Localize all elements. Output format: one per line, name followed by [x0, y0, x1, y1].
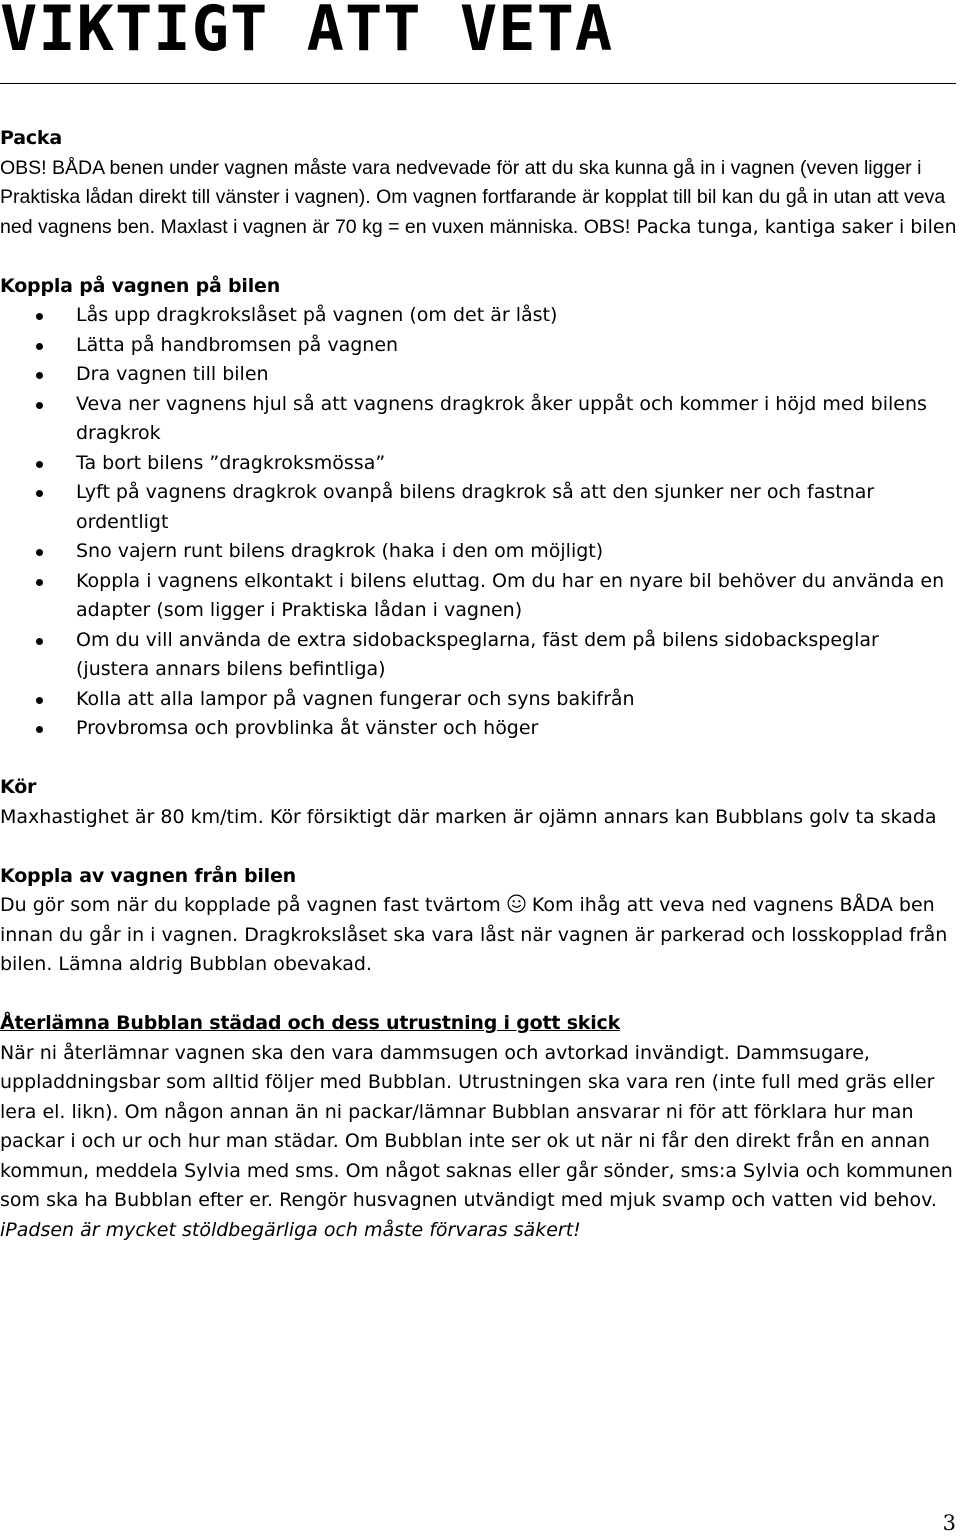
bullet-icon	[36, 579, 43, 586]
bullet-icon	[36, 343, 43, 350]
section-heading: Kör	[0, 776, 37, 798]
spacer	[0, 832, 958, 862]
spacer	[0, 980, 958, 1010]
bullet-icon	[36, 726, 43, 733]
list-item: Lås upp dragkrokslåset på vagnen (om det är låst)	[0, 301, 958, 331]
bullet-icon	[36, 697, 43, 704]
instruction-list	[0, 301, 958, 744]
section-heading: Packa	[0, 127, 62, 149]
document-body	[0, 124, 958, 1245]
list-item: Koppla i vagnens elkontakt i bilens eluttag. Om du har en nyare bil behöver du använda en adapter (som ligger i Praktiska lådan i vagnen)	[0, 567, 958, 626]
list-item: Provbromsa och provblinka åt vänster och höger	[0, 714, 958, 744]
section-text	[0, 154, 958, 243]
section-koppla-pa	[0, 272, 958, 744]
title-divider	[0, 83, 956, 84]
paragraph-text: Packa tunga, kantiga saker i bilen	[636, 215, 957, 238]
bullet-icon	[36, 490, 43, 497]
paragraph-text: Du gör som när du kopplade på vagnen fast tvärtom	[0, 894, 501, 916]
page-title: VIKTIGT ATT VETA	[0, 0, 614, 65]
section-text: När ni återlämnar vagnen ska den vara dammsugen och avtorkad invändigt. Dammsugare, uppladdningsbar som alltid följer med Bubblan. Utrustningen ska vara ren (inte full med gräs eller lera el. likn). Om någon annan än ni packar/lämnar Bubblan ansvarar ni för att förklara hur man packar i och ur och hur man städar. Om Bubblan inte ser ok ut när ni får den direkt från en annan kommun, meddela Sylvia med sms. Om något saknas eller går sönder, sms:a Sylvia och kommunen som ska ha Bubblan efter er. Rengör husvagnen utvändigt med mjuk svamp och vatten vid behov.	[0, 1041, 953, 1211]
spacer	[0, 242, 958, 272]
section-text: Maxhastighet är 80 km/tim. Kör försiktigt där marken är ojämn annars kan Bubblans golv ta skada	[0, 805, 937, 828]
bullet-icon	[36, 313, 43, 320]
list-item: Lätta på handbromsen på vagnen	[0, 331, 958, 361]
bullet-icon	[36, 638, 43, 645]
list-item: Veva ner vagnens hjul så att vagnens dragkrok åker uppåt och kommer i höjd med bilens dragkrok	[0, 390, 958, 449]
section-heading: Koppla av vagnen från bilen	[0, 864, 297, 887]
bullet-icon	[36, 402, 43, 409]
section-text	[0, 891, 958, 980]
section-packa	[0, 124, 958, 242]
section-koppla-av	[0, 862, 958, 980]
list-item: Sno vajern runt bilens dragkrok (haka i den om möjligt)	[0, 537, 958, 567]
list-item: Kolla att alla lampor på vagnen fungerar och syns bakifrån	[0, 685, 958, 715]
section-aterlamna	[0, 1009, 958, 1245]
section-heading: Koppla på vagnen på bilen	[0, 274, 281, 297]
bullet-icon	[36, 372, 43, 379]
bullet-icon	[36, 549, 43, 556]
list-item: Dra vagnen till bilen	[0, 360, 958, 390]
section-heading: Återlämna Bubblan städad och dess utrustning i gott skick	[0, 1012, 621, 1034]
paragraph-text: OBS! BÅDA benen under vagnen måste vara nedvevade för att du ska kunna gå in i vagnen (veven ligger i Praktiska lådan direkt till vänster i vagnen). Om vagnen fortfarande är kopplat till bil kan du gå in utan att veva ned vagnens ben. Maxlast i vagnen är 70 kg = en vuxen människa. OBS!	[0, 156, 946, 238]
list-item: Lyft på vagnens dragkrok ovanpå bilens dragkrok så att den sjunker ner och fastnar ordentligt	[0, 478, 958, 537]
list-item: Ta bort bilens ”dragkroksmössa”	[0, 449, 958, 479]
smiley-face-icon	[507, 894, 526, 913]
section-kor	[0, 773, 958, 832]
bullet-icon	[36, 461, 43, 468]
ipad-note: iPadsen är mycket stöldbegärliga och måste förvaras säkert!	[0, 1218, 581, 1241]
page-number: 3	[942, 1511, 956, 1535]
list-item: Om du vill använda de extra sidobackspeglarna, fäst dem på bilens sidobackspeglar (justera annars bilens befintliga)	[0, 626, 958, 685]
spacer	[0, 744, 958, 774]
paragraph-text: Kom ihåg att veva ned vagnens BÅDA ben innan du går in i vagnen. Dragkrokslåset ska vara låst när vagnen är parkerad och losskopplad från bilen. Lämna aldrig Bubblan obevakad.	[0, 894, 948, 975]
